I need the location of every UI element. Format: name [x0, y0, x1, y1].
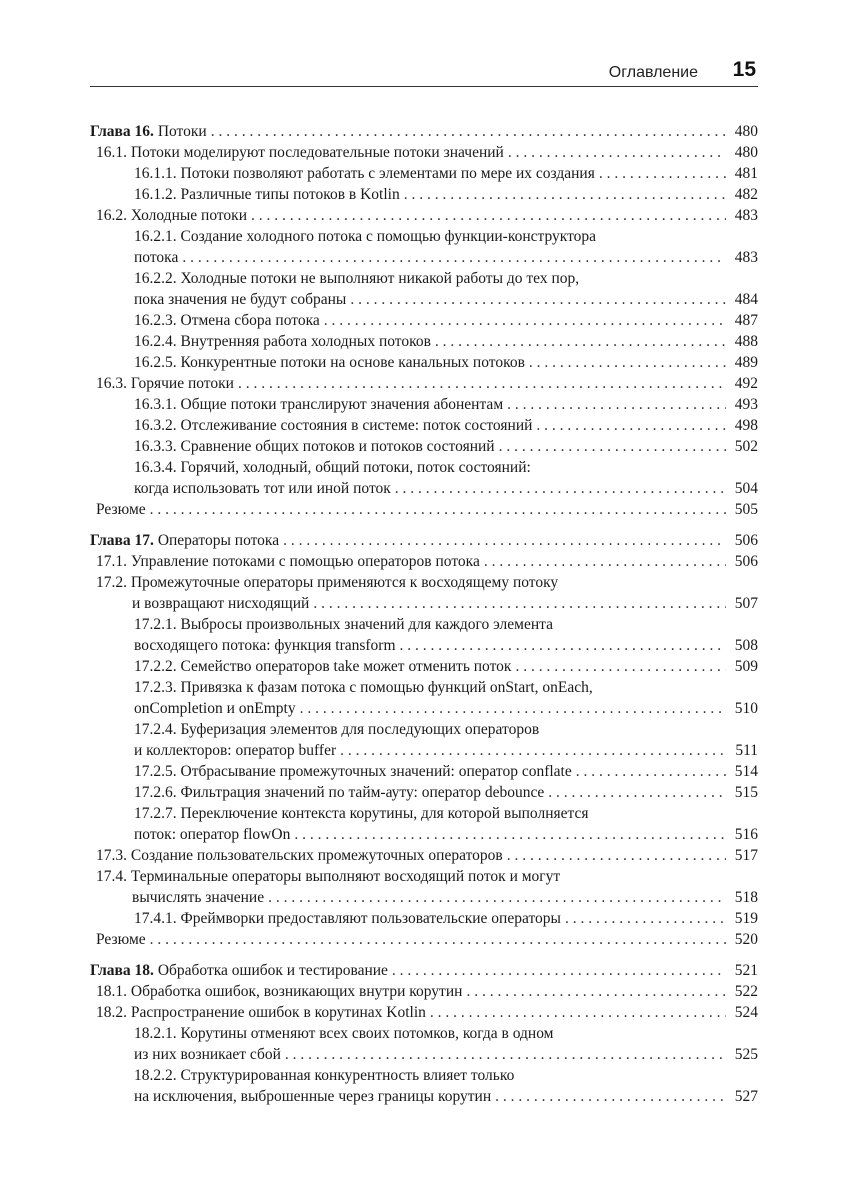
dot-leader — [508, 142, 726, 163]
toc-entry-line1[interactable] — [90, 226, 758, 247]
toc-entry-text: 16.2.2. Холодные потоки не выполняют никакой работы до тех пор, — [134, 270, 580, 287]
dot-leader — [182, 247, 726, 268]
toc-entry-text: 17.2.6. Фильтрация значений по тайм-ауту: оператор debounce — [134, 784, 545, 801]
chapter-17 — [90, 530, 758, 950]
toc-entry-text: восходящего потока: функция transform — [134, 637, 396, 654]
dot-leader — [430, 1002, 726, 1023]
dot-leader — [150, 499, 726, 520]
toc-entry[interactable] — [90, 331, 758, 352]
header-title: Оглавление — [608, 64, 698, 81]
toc-entry-text: 16.2.4. Внутренняя работа холодных потоков — [134, 333, 431, 350]
page-ref: 487 — [734, 312, 758, 329]
toc-entry-text: 17.2.1. Выбросы произвольных значений для каждого элемента — [134, 616, 553, 633]
toc-entry-line2[interactable] — [90, 887, 758, 908]
toc-entry-line2[interactable] — [90, 593, 758, 614]
toc-entry[interactable] — [90, 1002, 758, 1023]
page-ref: 508 — [734, 637, 758, 654]
page-ref: 522 — [734, 983, 758, 1000]
page-ref: 518 — [734, 889, 758, 906]
toc-entry-text: 18.2.1. Корутины отменяют всех своих потомков, когда в одном — [134, 1025, 554, 1042]
page-ref: 498 — [734, 417, 758, 434]
toc-entry-text: поток: оператор flowOn — [134, 826, 291, 843]
page-ref: 493 — [734, 396, 758, 413]
toc-entry-text: когда использовать тот или иной поток — [134, 480, 391, 497]
page-number: 15 — [732, 58, 756, 81]
toc-entry-line1[interactable] — [90, 457, 758, 478]
toc-entry-text: 16.3.4. Горячий, холодный, общий потоки, поток состояний: — [134, 459, 531, 476]
page-ref: 506 — [734, 553, 758, 570]
dot-leader — [576, 761, 726, 782]
toc-entry-summary[interactable] — [90, 499, 758, 520]
dot-leader — [324, 310, 726, 331]
toc-entry[interactable] — [90, 310, 758, 331]
toc-entry[interactable] — [90, 782, 758, 803]
toc-entry[interactable] — [90, 352, 758, 373]
page-ref: 492 — [734, 375, 758, 392]
page-ref: 514 — [734, 763, 758, 780]
toc-entry-text: и возвращают нисходящий — [132, 595, 310, 612]
toc-entry[interactable] — [90, 908, 758, 929]
toc-entry-line2[interactable] — [90, 698, 758, 719]
page-header — [90, 58, 758, 87]
chapter-title: Операторы потока — [157, 532, 280, 549]
toc-entry[interactable] — [90, 142, 758, 163]
page-ref: 484 — [734, 291, 758, 308]
toc-entry-text: 16.3. Горячие потоки — [96, 375, 234, 392]
toc-entry-line2[interactable] — [90, 824, 758, 845]
dot-leader — [211, 121, 726, 142]
toc-entry-line1[interactable] — [90, 866, 758, 887]
toc-entry-text: 16.3.3. Сравнение общих потоков и потоков состояний — [134, 438, 495, 455]
page-ref: 480 — [734, 144, 758, 161]
toc-entry-line2[interactable] — [90, 1086, 758, 1107]
dot-leader — [495, 1086, 726, 1107]
toc-entry-text: onCompletion и onEmpty — [134, 700, 296, 717]
toc-entry-line2[interactable] — [90, 740, 758, 761]
chapter-heading[interactable] — [90, 530, 758, 551]
toc-entry-text: 18.2.2. Структурированная конкурентность влияет только — [134, 1067, 515, 1084]
dot-leader — [392, 960, 726, 981]
toc-entry[interactable] — [90, 551, 758, 572]
toc-entry-text: 16.3.2. Отслеживание состояния в системе: поток состояний — [134, 417, 533, 434]
toc-entry-text: 17.3. Создание пользовательских промежуточных операторов — [96, 847, 503, 864]
page-ref: 519 — [734, 910, 758, 927]
chapter-label: Глава 16. — [90, 123, 154, 140]
page-ref: 504 — [734, 480, 758, 497]
chapter-heading[interactable] — [90, 960, 758, 981]
toc-entry-line2[interactable] — [90, 635, 758, 656]
toc-entry-text: 16.1. Потоки моделируют последовательные потоки значений — [96, 144, 504, 161]
dot-leader — [238, 373, 726, 394]
page-ref: 521 — [734, 962, 758, 979]
dot-leader — [313, 593, 726, 614]
toc-entry[interactable] — [90, 163, 758, 184]
dot-leader — [536, 415, 726, 436]
page-ref: 524 — [734, 1004, 758, 1021]
dot-leader — [466, 981, 726, 1002]
chapter-title: Потоки — [157, 123, 207, 140]
dot-leader — [599, 163, 726, 184]
toc-entry-line1[interactable] — [90, 268, 758, 289]
toc-entry-line2[interactable] — [90, 247, 758, 268]
dot-leader — [350, 289, 726, 310]
toc-entry-text: 17.4. Терминальные операторы выполняют восходящий поток и могут — [96, 868, 561, 885]
page-ref: 527 — [734, 1088, 758, 1105]
dot-leader — [565, 908, 726, 929]
toc-entry-text: 17.2.2. Семейство операторов take может отменить поток — [134, 658, 512, 675]
toc-entry[interactable] — [90, 436, 758, 457]
dot-leader — [251, 205, 726, 226]
page-ref: 488 — [734, 333, 758, 350]
page-ref: 515 — [734, 784, 758, 801]
toc-entry[interactable] — [90, 981, 758, 1002]
table-of-contents — [90, 121, 758, 1117]
toc-entry-line1[interactable] — [90, 1023, 758, 1044]
chapter-title: Обработка ошибок и тестирование — [157, 962, 388, 979]
dot-leader — [400, 635, 726, 656]
toc-entry-text: потока — [134, 249, 179, 266]
toc-entry[interactable] — [90, 205, 758, 226]
toc-entry-text: Резюме — [96, 501, 146, 518]
toc-entry-text: 17.2.3. Привязка к фазам потока с помощью функций onStart, onEach, — [134, 679, 593, 696]
page-ref: 516 — [734, 826, 758, 843]
toc-entry-line2[interactable] — [90, 478, 758, 499]
dot-leader — [515, 656, 726, 677]
page-ref: 511 — [735, 742, 758, 759]
dot-leader — [404, 184, 726, 205]
dot-leader — [150, 929, 726, 950]
toc-entry-line1[interactable] — [90, 614, 758, 635]
toc-entry-text: 16.2.5. Конкурентные потоки на основе канальных потоков — [134, 354, 525, 371]
toc-entry-text: 16.3.1. Общие потоки транслируют значения абонентам — [134, 396, 504, 413]
toc-entry[interactable] — [90, 761, 758, 782]
toc-entry[interactable] — [90, 373, 758, 394]
toc-entry-text: 16.1.2. Различные типы потоков в Kotlin — [134, 186, 400, 203]
page-ref: 505 — [734, 501, 758, 518]
page-ref: 481 — [734, 165, 758, 182]
toc-entry-line1[interactable] — [90, 677, 758, 698]
page-ref: 480 — [734, 123, 758, 140]
toc-entry-summary[interactable] — [90, 929, 758, 950]
dot-leader — [294, 824, 726, 845]
page-ref: 525 — [734, 1046, 758, 1063]
page-ref: 506 — [734, 532, 758, 549]
chapter-16 — [90, 121, 758, 520]
page-ref: 520 — [734, 931, 758, 948]
page-ref: 483 — [734, 249, 758, 266]
page-ref: 483 — [734, 207, 758, 224]
dot-leader — [283, 530, 726, 551]
dot-leader — [499, 436, 726, 457]
toc-entry-line1[interactable] — [90, 572, 758, 593]
chapter-label: Глава 18. — [90, 962, 154, 979]
toc-entry[interactable] — [90, 845, 758, 866]
dot-leader — [285, 1044, 726, 1065]
toc-entry-text: 18.2. Распространение ошибок в корутинах Kotlin — [96, 1004, 426, 1021]
toc-entry-text: 17.2. Промежуточные операторы применяются к восходящему потоку — [96, 574, 559, 591]
dot-leader — [268, 887, 726, 908]
toc-entry-line1[interactable] — [90, 719, 758, 740]
toc-entry-text: и коллекторов: оператор buffer — [134, 742, 337, 759]
toc-entry-text: Резюме — [96, 931, 146, 948]
dot-leader — [507, 845, 726, 866]
toc-entry-text: 17.4.1. Фреймворки предоставляют пользовательские операторы — [134, 910, 561, 927]
dot-leader — [548, 782, 726, 803]
toc-entry-line1[interactable] — [90, 1065, 758, 1086]
toc-entry-text: 16.2.3. Отмена сбора потока — [134, 312, 320, 329]
toc-entry-text: пока значения не будут собраны — [134, 291, 347, 308]
toc-entry-line1[interactable] — [90, 803, 758, 824]
page-ref: 489 — [734, 354, 758, 371]
toc-entry-text: 17.2.4. Буферизация элементов для последующих операторов — [134, 721, 540, 738]
toc-entry-text: 16.1.1. Потоки позволяют работать с элементами по мере их создания — [134, 165, 595, 182]
dot-leader — [395, 478, 726, 499]
toc-entry-line2[interactable] — [90, 289, 758, 310]
dot-leader — [340, 740, 726, 761]
chapter-label: Глава 17. — [90, 532, 154, 549]
toc-entry-line2[interactable] — [90, 1044, 758, 1065]
toc-entry[interactable] — [90, 656, 758, 677]
toc-entry-text: на исключения, выброшенные через границы корутин — [134, 1088, 492, 1105]
toc-entry-text: 17.2.7. Переключение контекста корутины, для которой выполняется — [134, 805, 589, 822]
page-ref: 502 — [734, 438, 758, 455]
toc-entry[interactable] — [90, 415, 758, 436]
page-ref: 509 — [734, 658, 758, 675]
toc-entry-text: из них возникает сбой — [134, 1046, 281, 1063]
dot-leader — [484, 551, 726, 572]
toc-entry-text: вычислять значение — [132, 889, 265, 906]
dot-leader — [435, 331, 726, 352]
chapter-18 — [90, 960, 758, 1107]
toc-entry-text: 16.2.1. Создание холодного потока с помощью функции-конструктора — [134, 228, 597, 245]
toc-entry-text: 18.1. Обработка ошибок, возникающих внутри корутин — [96, 983, 463, 1000]
dot-leader — [507, 394, 726, 415]
toc-entry-text: 17.2.5. Отбрасывание промежуточных значений: оператор conflate — [134, 763, 572, 780]
toc-entry[interactable] — [90, 394, 758, 415]
toc-entry-text: 17.1. Управление потоками с помощью операторов потока — [96, 553, 480, 570]
toc-entry[interactable] — [90, 184, 758, 205]
page-ref: 517 — [734, 847, 758, 864]
chapter-heading[interactable] — [90, 121, 758, 142]
toc-entry-text: 16.2. Холодные потоки — [96, 207, 248, 224]
page-ref: 507 — [734, 595, 758, 612]
dot-leader — [300, 698, 726, 719]
page-ref: 510 — [734, 700, 758, 717]
dot-leader — [529, 352, 726, 373]
page-ref: 482 — [734, 186, 758, 203]
